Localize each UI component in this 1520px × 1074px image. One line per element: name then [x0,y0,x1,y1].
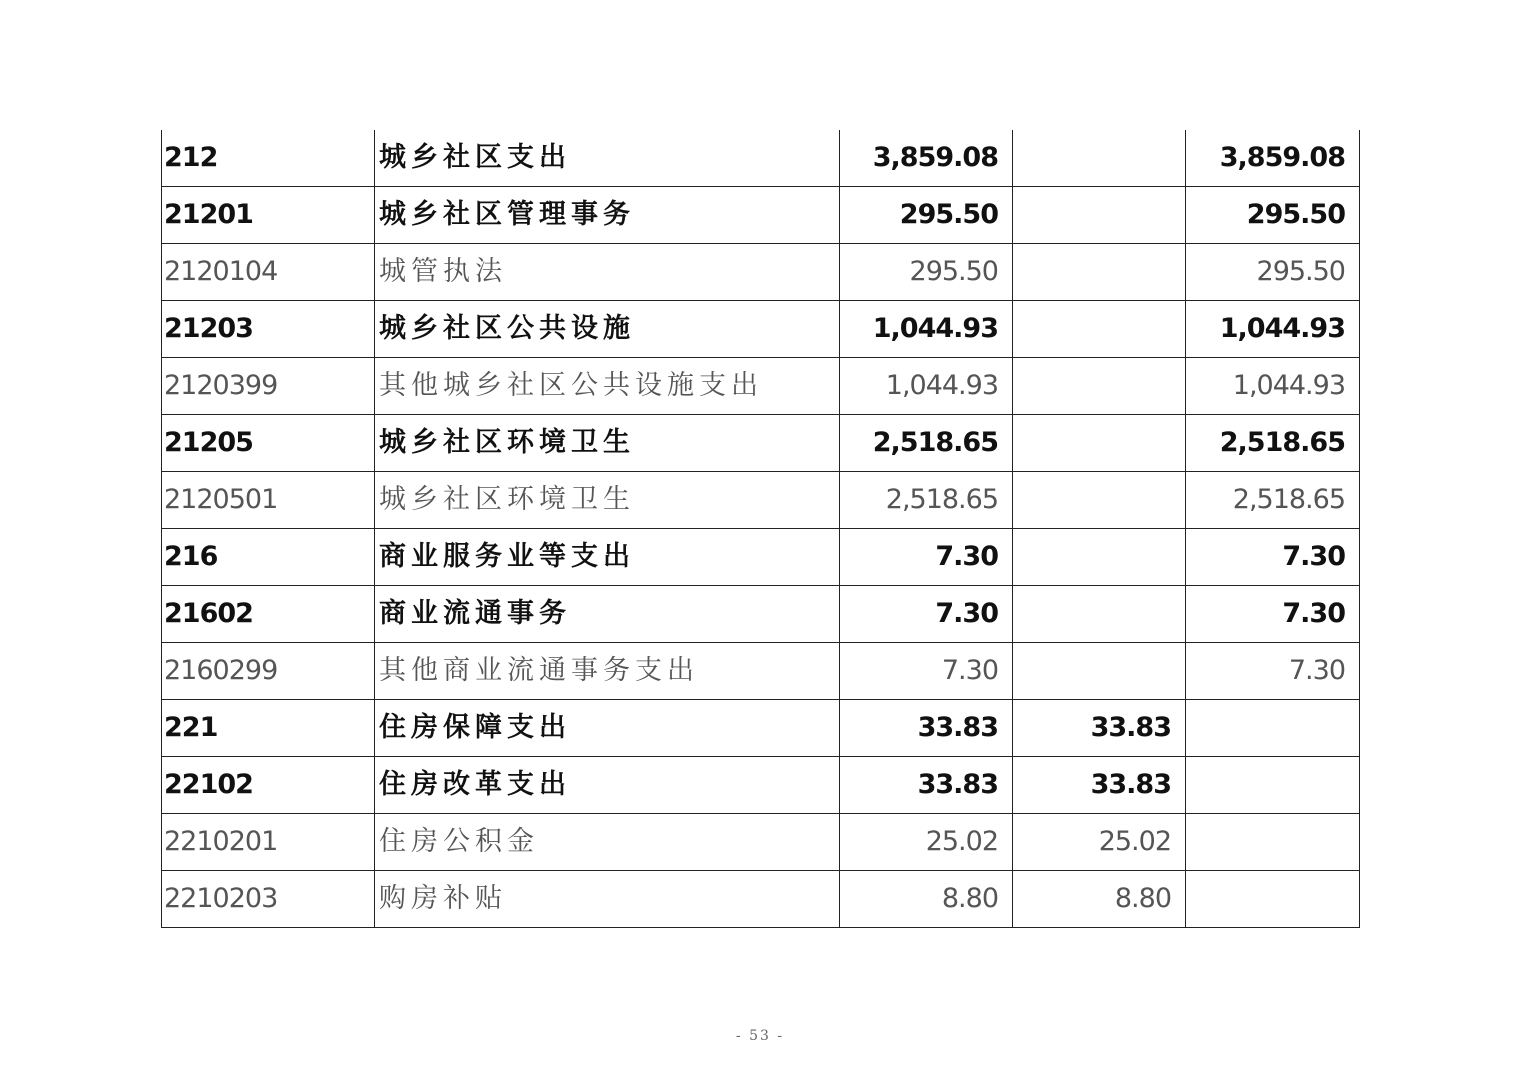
cell-total: 33.83 [840,757,1013,814]
table-row [162,244,1360,301]
table-row [162,814,1360,871]
cell-code: 221 [162,700,375,757]
cell-project: 295.50 [1186,244,1360,301]
cell-basic: 8.80 [1013,871,1186,928]
cell-total: 2,518.65 [840,415,1013,472]
cell-name: 城乡社区支出 [375,130,840,187]
cell-project: 7.30 [1186,529,1360,586]
cell-basic [1013,529,1186,586]
cell-name: 住房改革支出 [375,757,840,814]
expenditure-table [161,130,1360,928]
cell-name: 其他城乡社区公共设施支出 [375,358,840,415]
cell-code: 2120399 [162,358,375,415]
cell-total: 7.30 [840,643,1013,700]
cell-name: 其他商业流通事务支出 [375,643,840,700]
cell-basic: 33.83 [1013,700,1186,757]
cell-basic [1013,472,1186,529]
cell-project [1186,814,1360,871]
cell-basic [1013,244,1186,301]
cell-total: 295.50 [840,187,1013,244]
cell-name: 城管执法 [375,244,840,301]
cell-code: 21203 [162,301,375,358]
cell-total: 7.30 [840,586,1013,643]
cell-project: 1,044.93 [1186,358,1360,415]
cell-basic [1013,415,1186,472]
cell-name: 城乡社区环境卫生 [375,472,840,529]
cell-basic [1013,358,1186,415]
cell-total: 2,518.65 [840,472,1013,529]
table-row [162,586,1360,643]
table-row [162,301,1360,358]
table-row [162,187,1360,244]
cell-name: 商业服务业等支出 [375,529,840,586]
cell-name: 住房公积金 [375,814,840,871]
cell-code: 212 [162,130,375,187]
cell-project [1186,700,1360,757]
cell-code: 2210203 [162,871,375,928]
cell-project: 2,518.65 [1186,472,1360,529]
cell-total: 25.02 [840,814,1013,871]
cell-code: 2160299 [162,643,375,700]
table-row [162,529,1360,586]
cell-name: 城乡社区管理事务 [375,187,840,244]
cell-total: 7.30 [840,529,1013,586]
table-body [162,130,1360,928]
cell-name: 城乡社区环境卫生 [375,415,840,472]
table-row [162,643,1360,700]
cell-basic [1013,187,1186,244]
cell-project: 1,044.93 [1186,301,1360,358]
cell-project: 2,518.65 [1186,415,1360,472]
cell-name: 购房补贴 [375,871,840,928]
cell-code: 21205 [162,415,375,472]
table-row [162,700,1360,757]
cell-code: 21602 [162,586,375,643]
cell-project [1186,757,1360,814]
cell-basic [1013,586,1186,643]
cell-name: 住房保障支出 [375,700,840,757]
cell-code: 21201 [162,187,375,244]
cell-name: 商业流通事务 [375,586,840,643]
cell-basic: 25.02 [1013,814,1186,871]
cell-total: 295.50 [840,244,1013,301]
table-row [162,871,1360,928]
cell-code: 2210201 [162,814,375,871]
cell-basic: 33.83 [1013,757,1186,814]
table-row [162,472,1360,529]
cell-code: 22102 [162,757,375,814]
cell-basic [1013,301,1186,358]
cell-project [1186,871,1360,928]
cell-name: 城乡社区公共设施 [375,301,840,358]
cell-basic [1013,643,1186,700]
table-row [162,130,1360,187]
page-number: - 53 - [735,1028,785,1044]
cell-total: 33.83 [840,700,1013,757]
cell-total: 8.80 [840,871,1013,928]
cell-code: 2120501 [162,472,375,529]
cell-project: 295.50 [1186,187,1360,244]
cell-code: 2120104 [162,244,375,301]
cell-total: 1,044.93 [840,301,1013,358]
cell-total: 1,044.93 [840,358,1013,415]
cell-basic [1013,130,1186,187]
table-row [162,757,1360,814]
table-row [162,415,1360,472]
cell-project: 7.30 [1186,586,1360,643]
cell-project: 7.30 [1186,643,1360,700]
cell-project: 3,859.08 [1186,130,1360,187]
table-row [162,358,1360,415]
cell-code: 216 [162,529,375,586]
cell-total: 3,859.08 [840,130,1013,187]
